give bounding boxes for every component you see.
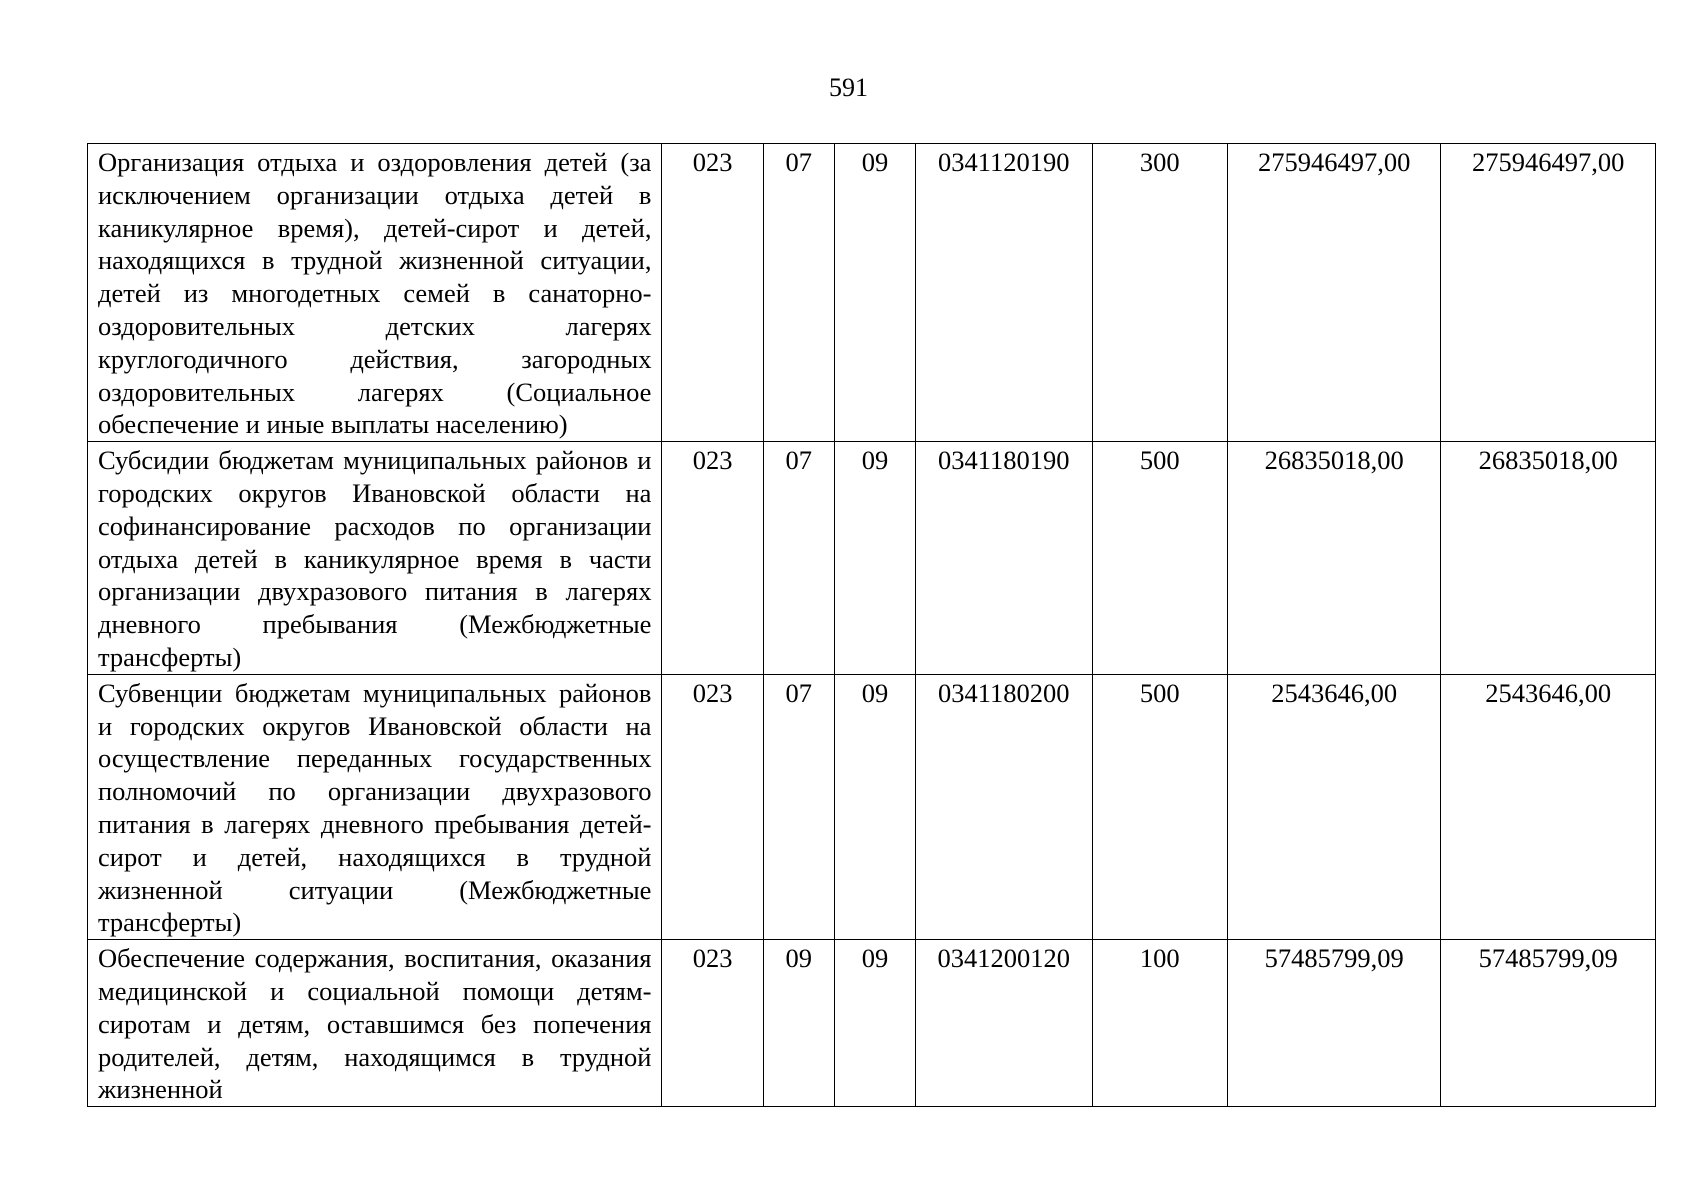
amount-year-2: 2543646,00	[1441, 674, 1656, 939]
subsection-code: 09	[834, 442, 915, 675]
expense-type-code: 500	[1092, 674, 1227, 939]
ministry-code: 023	[662, 442, 763, 675]
section-code: 09	[763, 940, 834, 1107]
table-row	[88, 144, 1656, 442]
amount-year-1: 26835018,00	[1227, 442, 1441, 675]
section-code: 07	[763, 144, 834, 442]
amount-year-1: 275946497,00	[1227, 144, 1441, 442]
amount-year-1: 2543646,00	[1227, 674, 1441, 939]
table-row	[88, 940, 1656, 1107]
target-article-code: 0341180190	[916, 442, 1092, 675]
row-description: Субсидии бюджетам муниципальных районов и городских округов Ивановской области на софинансирование расходов по организации отдыха детей в каникулярное время в части организации двухразового питания в лагерях дневного пребывания (Межбюджетные трансферты)	[88, 442, 662, 675]
row-description: Организация отдыха и оздоровления детей (за исключением организации отдыха детей в каникулярное время), детей-сирот и детей, находящихся в трудной жизненной ситуации, детей из многодетных семей в санаторно-оздоровительных детских лагерях круглогодичного действия, загородных оздоровительных лагерях (Социальное обеспечение и иные выплаты населению)	[88, 144, 662, 442]
expense-type-code: 100	[1092, 940, 1227, 1107]
subsection-code: 09	[834, 940, 915, 1107]
ministry-code: 023	[662, 940, 763, 1107]
subsection-code: 09	[834, 674, 915, 939]
page-number: 591	[829, 73, 868, 102]
expense-type-code: 500	[1092, 442, 1227, 675]
table-row	[88, 442, 1656, 675]
table-row	[88, 674, 1656, 939]
target-article-code: 0341180200	[916, 674, 1092, 939]
ministry-code: 023	[662, 144, 763, 442]
row-description: Обеспечение содержания, воспитания, оказания медицинской и социальной помощи детям-сиротам и детям, оставшимся без попечения родителей, детям, находящимся в трудной жизненной	[88, 940, 662, 1107]
target-article-code: 0341200120	[916, 940, 1092, 1107]
section-code: 07	[763, 674, 834, 939]
expense-type-code: 300	[1092, 144, 1227, 442]
budget-table	[87, 143, 1656, 1107]
target-article-code: 0341120190	[916, 144, 1092, 442]
subsection-code: 09	[834, 144, 915, 442]
section-code: 07	[763, 442, 834, 675]
row-description: Субвенции бюджетам муниципальных районов и городских округов Ивановской области на осуществление переданных государственных полномочий по организации двухразового питания в лагерях дневного пребывания детей-сирот и детей, находящихся в трудной жизненной ситуации (Межбюджетные трансферты)	[88, 674, 662, 939]
amount-year-2: 26835018,00	[1441, 442, 1656, 675]
amount-year-2: 57485799,09	[1441, 940, 1656, 1107]
ministry-code: 023	[662, 674, 763, 939]
amount-year-2: 275946497,00	[1441, 144, 1656, 442]
amount-year-1: 57485799,09	[1227, 940, 1441, 1107]
